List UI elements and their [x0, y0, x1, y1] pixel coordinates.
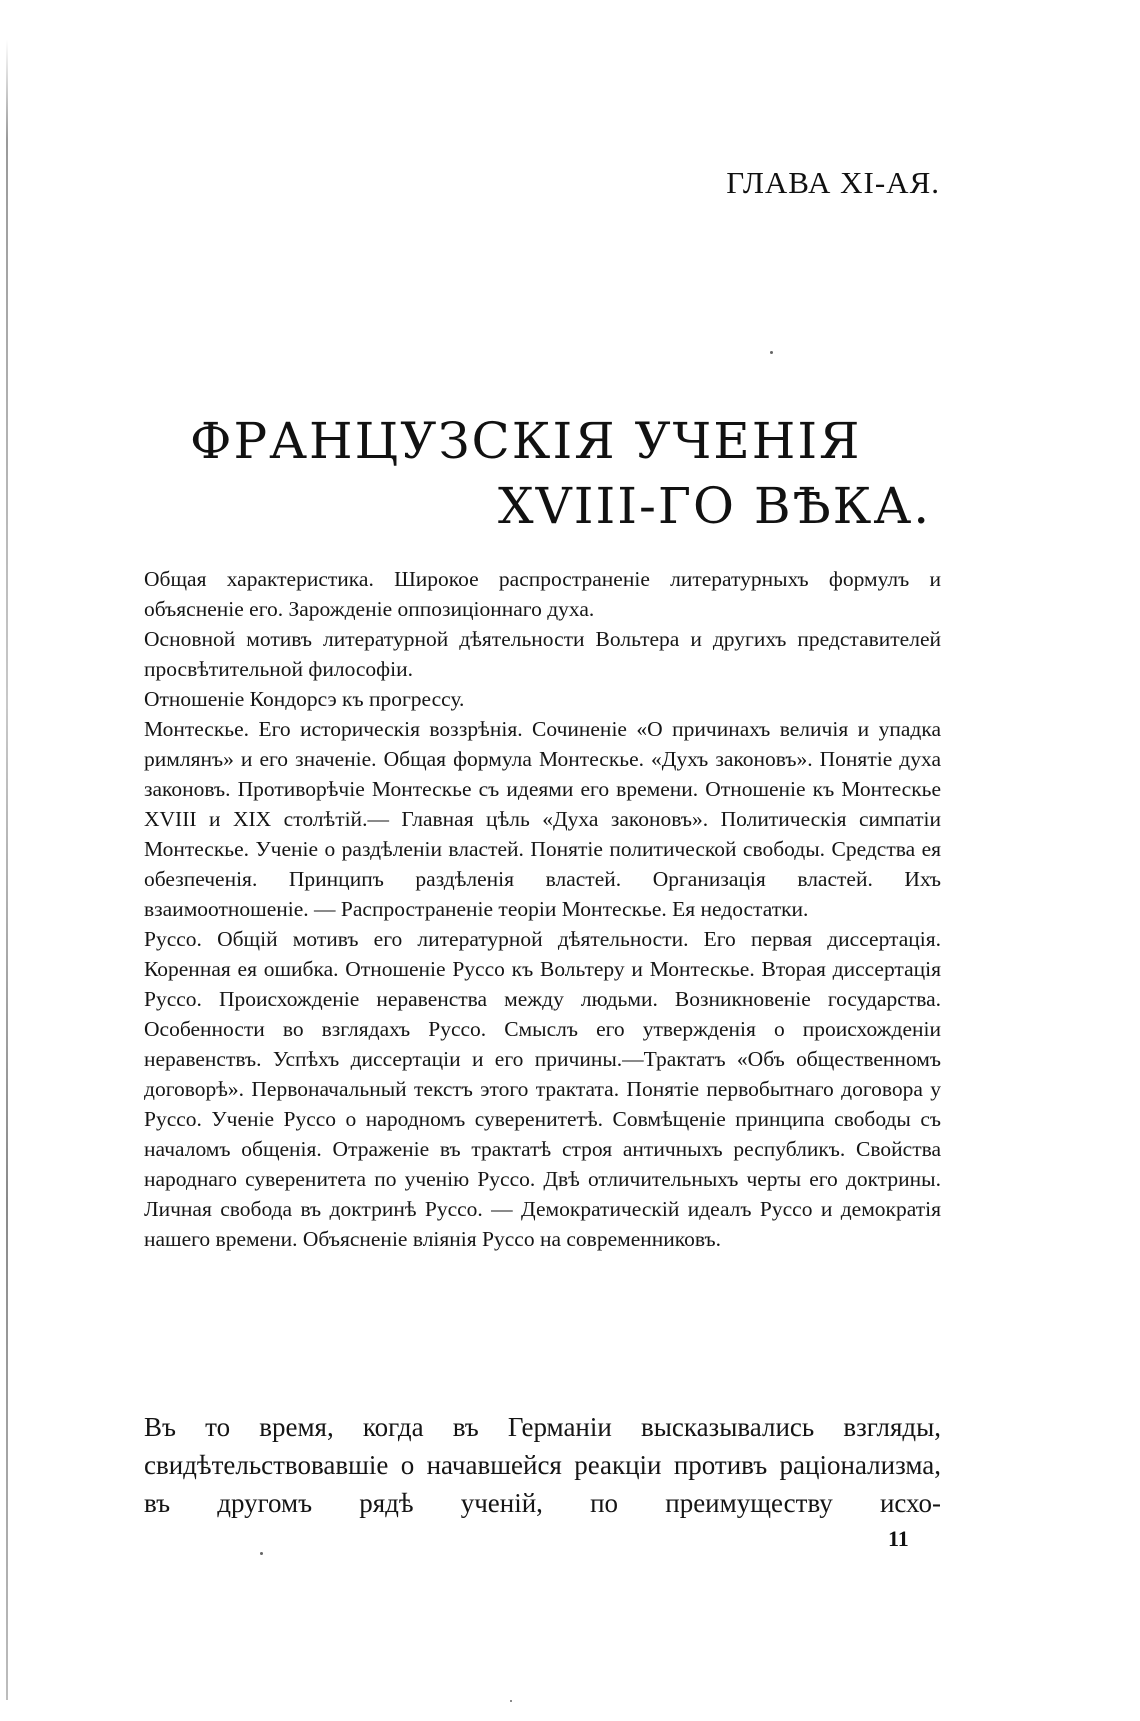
summary-paragraph: Отношеніе Кондорсэ къ прогрессу. [144, 687, 465, 711]
scan-speck [510, 1700, 512, 1702]
summary-paragraph: Монтескье. Его историческія воззрѣнія. Сочиненіе «О причинахъ величія и упадка римлянъ» и его значеніе. Общая формула Монтескье. «Духъ законовъ». Понятіе духа законовъ. Противорѣчіе Монтескье съ идеями его времени. Отношеніе къ Монтескье XVIII и XIX столѣтій.— Главная цѣль «Духа законовъ». Политическія симпатіи Монтескье. Ученіе о раздѣленіи властей. Понятіе политической свободы. Средства ея обезпеченія. Принципъ раздѣленія властей. Организація властей. Ихъ взаимоотношеніе. — Распространеніе теоріи Монтескье. Ея недостатки. [144, 717, 941, 921]
scan-binding-edge [6, 40, 8, 1700]
summary-paragraph: Основной мотивъ литературной дѣятельности Вольтера и другихъ представителей просвѣтительной философіи. [144, 627, 941, 681]
section-heading-line-2: XVIII-ГО ВѢКА. [498, 477, 932, 535]
body-paragraph: Въ то время, когда въ Германіи высказывались взгляды, свидѣтельствовавшіе о начавшейся реакціи противъ раціонализма, въ другомъ рядѣ ученій, по преимуществу исхо- [144, 1412, 941, 1518]
scan-speck [770, 351, 773, 354]
chapter-title: ГЛАВА XI-АЯ. [726, 165, 940, 200]
scan-speck [260, 1552, 263, 1555]
section-heading-line-1: ФРАНЦУЗСКІЯ УЧЕНІЯ [190, 412, 862, 470]
summary-paragraph: Руссо. Общій мотивъ его литературной дѣятельности. Его первая диссертація. Коренная ея ошибка. Отношеніе Руссо къ Вольтеру и Монтескье. Вторая диссертація Руссо. Происхожденіе неравенства между людьми. Возникновеніе государства. Особенности во взглядахъ Руссо. Смыслъ его утвержденія о происхожденіи неравенствъ. Успѣхъ диссертаціи и его причины.—Трактатъ «Объ общественномъ договорѣ». Первоначальный текстъ этого трактата. Понятіе первобытнаго договора у Руссо. Ученіе Руссо о народномъ суверенитетѣ. Совмѣщеніе принципа свободы съ началомъ общенія. Отраженіе въ трактатѣ строя античныхъ республикъ. Свойства народнаго суверенитета по ученію Руссо. Двѣ отличительныхъ черты его доктрины. Личная свобода въ доктринѣ Руссо. — Демократическій идеалъ Руссо и демократія нашего времени. Объясненіе вліянія Руссо на современниковъ. [144, 927, 941, 1251]
page-number: 11 [888, 1526, 909, 1551]
summary-paragraph: Общая характеристика. Широкое распространеніе литературныхъ формулъ и объясненіе его. Зарожденіе оппозиціоннаго духа. [144, 567, 941, 621]
chapter-summary [144, 564, 941, 1254]
